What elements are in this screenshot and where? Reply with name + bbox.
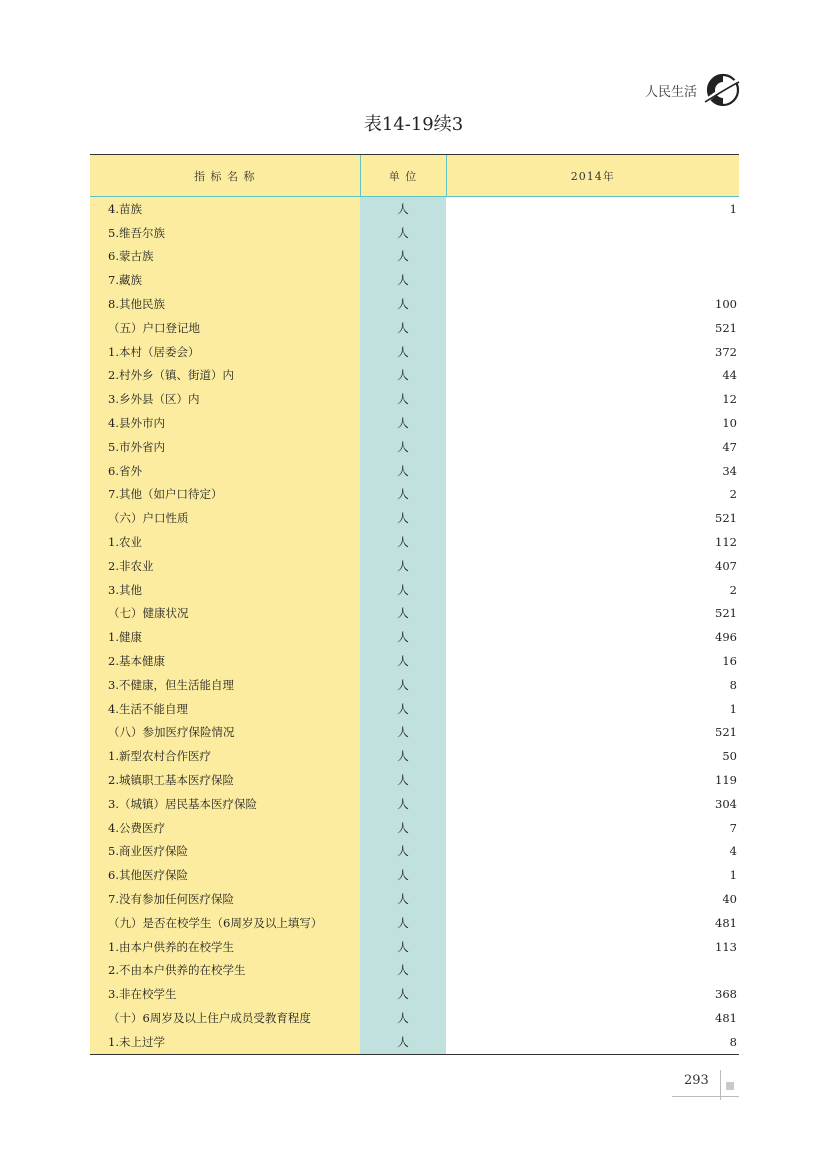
row-name: 3.其他 (90, 578, 360, 602)
table-row (90, 411, 739, 435)
row-value: 10 (446, 411, 739, 435)
row-unit: 人 (360, 411, 446, 435)
row-unit: 人 (360, 245, 446, 269)
row-unit: 人 (360, 292, 446, 316)
row-value: 100 (446, 292, 739, 316)
table-body (90, 197, 739, 1054)
row-unit: 人 (360, 554, 446, 578)
row-value: 521 (446, 602, 739, 626)
table-row (90, 268, 739, 292)
row-name: 3.非在校学生 (90, 982, 360, 1006)
table-row (90, 744, 739, 768)
row-value: 2 (446, 483, 739, 507)
row-value: 1 (446, 197, 739, 221)
row-unit: 人 (360, 935, 446, 959)
column-header-year: 2014年 (446, 155, 739, 197)
row-value (446, 245, 739, 269)
row-name: 1.新型农村合作医疗 (90, 744, 360, 768)
table-row (90, 792, 739, 816)
row-value: 40 (446, 887, 739, 911)
table-row (90, 673, 739, 697)
row-value: 8 (446, 1030, 739, 1054)
row-name: 1.未上过学 (90, 1030, 360, 1054)
row-name: 1.本村（居委会） (90, 340, 360, 364)
table-row (90, 935, 739, 959)
row-value (446, 221, 739, 245)
row-value: 2 (446, 578, 739, 602)
row-name: 2.基本健康 (90, 649, 360, 673)
row-unit: 人 (360, 649, 446, 673)
table-row (90, 197, 739, 221)
row-unit: 人 (360, 316, 446, 340)
row-unit: 人 (360, 792, 446, 816)
row-name: 7.藏族 (90, 268, 360, 292)
row-unit: 人 (360, 768, 446, 792)
footer-divider (720, 1070, 721, 1100)
row-unit: 人 (360, 673, 446, 697)
row-value: 119 (446, 768, 739, 792)
row-value (446, 959, 739, 983)
row-value: 372 (446, 340, 739, 364)
table-row (90, 292, 739, 316)
row-name: 1.农业 (90, 530, 360, 554)
row-name: 3.（城镇）居民基本医疗保险 (90, 792, 360, 816)
row-value: 8 (446, 673, 739, 697)
row-unit: 人 (360, 340, 446, 364)
table-row (90, 530, 739, 554)
row-name: 6.蒙古族 (90, 245, 360, 269)
table-row (90, 435, 739, 459)
row-unit: 人 (360, 959, 446, 983)
row-value: 407 (446, 554, 739, 578)
row-name: 2.非农业 (90, 554, 360, 578)
table-row (90, 340, 739, 364)
row-unit: 人 (360, 459, 446, 483)
row-unit: 人 (360, 221, 446, 245)
row-name: 5.维吾尔族 (90, 221, 360, 245)
row-name: （七）健康状况 (90, 602, 360, 626)
row-name: 4.苗族 (90, 197, 360, 221)
table-row (90, 887, 739, 911)
row-unit: 人 (360, 816, 446, 840)
row-value: 1 (446, 697, 739, 721)
row-name: 7.没有参加任何医疗保险 (90, 887, 360, 911)
table-row (90, 911, 739, 935)
row-name: 1.由本户供养的在校学生 (90, 935, 360, 959)
row-name: 1.健康 (90, 625, 360, 649)
table-row (90, 959, 739, 983)
row-value: 112 (446, 530, 739, 554)
row-name: 2.村外乡（镇、街道）内 (90, 364, 360, 388)
row-unit: 人 (360, 840, 446, 864)
row-name: （十）6周岁及以上住户成员受教育程度 (90, 1006, 360, 1030)
row-name: 8.其他民族 (90, 292, 360, 316)
row-name: （六）户口性质 (90, 506, 360, 530)
row-value: 12 (446, 387, 739, 411)
row-value: 113 (446, 935, 739, 959)
row-value: 16 (446, 649, 739, 673)
row-unit: 人 (360, 506, 446, 530)
row-value: 50 (446, 744, 739, 768)
table-row (90, 316, 739, 340)
row-unit: 人 (360, 887, 446, 911)
section-title: 人民生活 (644, 84, 697, 100)
data-table-container (90, 154, 739, 1055)
row-value: 481 (446, 911, 739, 935)
row-unit: 人 (360, 602, 446, 626)
row-name: 6.其他医疗保险 (90, 863, 360, 887)
row-name: 7.其他（如户口待定） (90, 483, 360, 507)
footer-square-icon (726, 1082, 734, 1090)
row-name: 2.不由本户供养的在校学生 (90, 959, 360, 983)
table-row (90, 221, 739, 245)
table-row (90, 840, 739, 864)
row-value: 521 (446, 506, 739, 530)
row-name: 3.不健康，但生活能自理 (90, 673, 360, 697)
row-name: 4.公费医疗 (90, 816, 360, 840)
row-unit: 人 (360, 387, 446, 411)
table-row (90, 816, 739, 840)
table-row (90, 768, 739, 792)
table-row (90, 863, 739, 887)
stats-logo-icon (701, 70, 741, 110)
row-value: 1 (446, 863, 739, 887)
row-unit: 人 (360, 483, 446, 507)
row-value: 7 (446, 816, 739, 840)
row-unit: 人 (360, 364, 446, 388)
row-name: （八）参加医疗保险情况 (90, 721, 360, 745)
row-unit: 人 (360, 911, 446, 935)
row-name: 2.城镇职工基本医疗保险 (90, 768, 360, 792)
row-value: 304 (446, 792, 739, 816)
table-row (90, 483, 739, 507)
row-name: 5.商业医疗保险 (90, 840, 360, 864)
row-unit: 人 (360, 1030, 446, 1054)
page-number: 293 (684, 1073, 709, 1088)
row-name: 4.县外市内 (90, 411, 360, 435)
column-header-unit: 单 位 (360, 155, 446, 197)
table-row (90, 602, 739, 626)
row-name: 3.乡外县（区）内 (90, 387, 360, 411)
table-title: 表14-19续3 (363, 114, 464, 135)
row-name: 6.省外 (90, 459, 360, 483)
row-value (446, 268, 739, 292)
table-header-row (90, 155, 739, 197)
table-row (90, 554, 739, 578)
row-value: 4 (446, 840, 739, 864)
table-row (90, 649, 739, 673)
table-row (90, 387, 739, 411)
row-name: 5.市外省内 (90, 435, 360, 459)
row-unit: 人 (360, 982, 446, 1006)
row-value: 47 (446, 435, 739, 459)
row-value: 368 (446, 982, 739, 1006)
table-row (90, 578, 739, 602)
row-unit: 人 (360, 697, 446, 721)
row-unit: 人 (360, 721, 446, 745)
row-unit: 人 (360, 197, 446, 221)
footer-rule (672, 1096, 739, 1097)
row-unit: 人 (360, 530, 446, 554)
row-unit: 人 (360, 625, 446, 649)
row-unit: 人 (360, 435, 446, 459)
table-row (90, 1030, 739, 1054)
row-value: 44 (446, 364, 739, 388)
running-header (645, 70, 741, 110)
row-value: 34 (446, 459, 739, 483)
table-row (90, 625, 739, 649)
row-name: （九）是否在校学生（6周岁及以上填写） (90, 911, 360, 935)
row-unit: 人 (360, 578, 446, 602)
row-value: 521 (446, 721, 739, 745)
table-row (90, 364, 739, 388)
row-name: （五）户口登记地 (90, 316, 360, 340)
row-unit: 人 (360, 268, 446, 292)
row-unit: 人 (360, 1006, 446, 1030)
column-header-name: 指 标 名 称 (90, 155, 360, 197)
table-row (90, 721, 739, 745)
row-unit: 人 (360, 863, 446, 887)
row-value: 481 (446, 1006, 739, 1030)
row-value: 496 (446, 625, 739, 649)
table-row (90, 245, 739, 269)
table-row (90, 459, 739, 483)
row-value: 521 (446, 316, 739, 340)
table-row (90, 1006, 739, 1030)
table-row (90, 506, 739, 530)
table-row (90, 697, 739, 721)
row-name: 4.生活不能自理 (90, 697, 360, 721)
table-row (90, 982, 739, 1006)
data-table (90, 155, 739, 1054)
row-unit: 人 (360, 744, 446, 768)
